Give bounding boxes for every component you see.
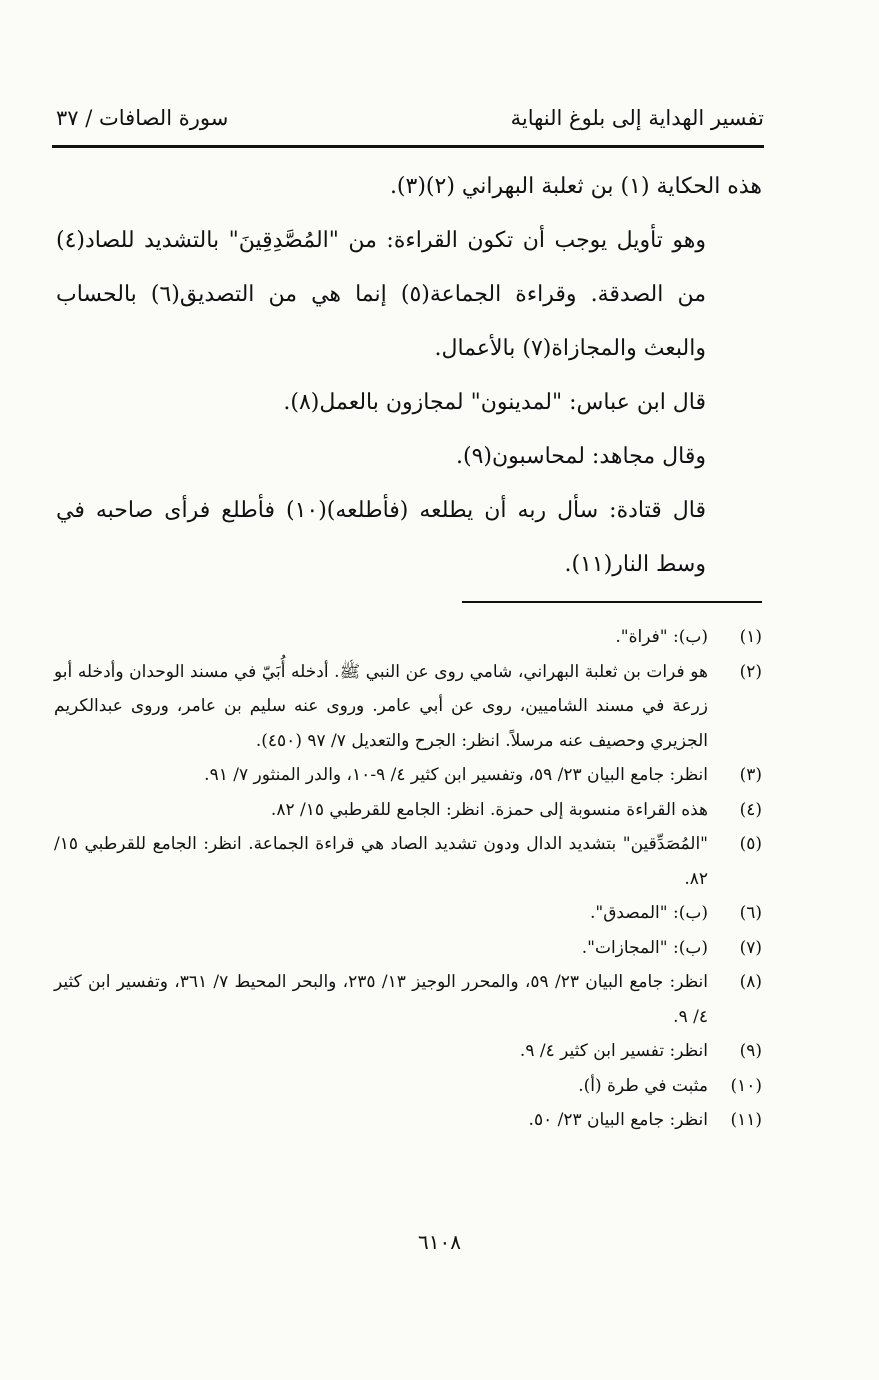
footnote (54, 965, 762, 1034)
footnote-number: (٤) (739, 799, 762, 820)
surah-label: سورة الصافات / ٣٧ (56, 106, 229, 130)
footnote (54, 620, 762, 655)
footnote-text: انظر: تفسير ابن كثير ٤/ ٩. (519, 1041, 708, 1061)
footnote-number: (٥) (739, 834, 762, 854)
footnote-text: (ب): "فراة". (615, 627, 708, 647)
running-header (56, 100, 764, 144)
footnote (54, 1103, 762, 1138)
footnote-number: (١) (739, 627, 762, 647)
footnote-text: انظر: جامع البيان ٢٣/ ٥٩، والمحرر الوجيز ١٣/ ٢٣٥، والبحر المحيط ٧/ ٣٦١، وتفسير ابن كثير ٤/ ٩. (54, 972, 709, 1027)
footnote-number: (٨) (739, 972, 762, 992)
footnote-number: (٩) (739, 1041, 762, 1061)
footnote (54, 827, 762, 896)
footnote (54, 793, 762, 828)
footnote (54, 655, 762, 759)
main-text (56, 160, 762, 592)
page-number: ٦١٠٨ (418, 1230, 461, 1254)
footnotes (54, 620, 762, 1138)
footnote-text: (ب): "المجازات". (581, 937, 708, 958)
footnote-text: هذه القراءة منسوبة إلى حمزة. انظر: الجامع للقرطبي ١٥/ ٨٢. (270, 799, 708, 820)
footnote (54, 758, 762, 793)
footnote-text: انظر: جامع البيان ٢٣/ ٥٩، وتفسير ابن كثير ٤/ ٩-١٠، والدر المنثور ٧/ ٩١. (204, 765, 708, 785)
paragraph: قال قتادة: سأل ربه أن يطلعه (فأطلعه)(١٠) فأطلع فرأى صاحبه في وسط النار(١١). (56, 498, 706, 577)
footnote (54, 931, 762, 966)
footnote (54, 1034, 762, 1069)
footnote-number: (١٠) (730, 1075, 762, 1096)
paragraph: قال ابن عباس: "لمدينون" لمجازون بالعمل(٨). (283, 390, 706, 415)
footnote-number: (٦) (739, 903, 762, 923)
paragraph: وهو تأويل يوجب أن تكون القراءة: من "المُصَّدِقِينَ" بالتشديد للصاد(٤) من الصدقة. وقراءة الجماعة(٥) إنما هي من التصديق(٦) بالحساب والبعث والمجازاة(٧) بالأعمال. (56, 228, 706, 361)
footnote-text: مثبت في طرة (أ). (578, 1075, 708, 1096)
footnote-text: "المُصَدِّقين" بتشديد الدال ودون تشديد الصاد هي قراءة الجماعة. انظر: الجامع للقرطبي ١٥/ ٨٢. (54, 834, 708, 889)
footnote-number: (٧) (739, 937, 762, 958)
footnote-text: (ب): "المصدق". (589, 903, 708, 923)
footnote-number: (٣) (739, 765, 762, 785)
footnote (54, 1069, 762, 1104)
footnote-text: هو فرات بن ثعلبة البهراني، شامي روى عن النبي ﷺ. أدخله أُبَيّ في مسند الوحدان وأدخله أبو زرعة في مسند الشاميين، روى عن أبي عامر. وروى عنه سليم بن عامر، وروى عبدالكريم الجزيري وحصيف عنه مرسلاً. انظر: الجرح والتعديل ٧/ ٩٧ (٤٥٠). (54, 661, 708, 751)
footnote-number: (١١) (730, 1110, 762, 1130)
footnote-text: انظر: جامع البيان ٢٣/ ٥٠. (528, 1110, 708, 1130)
footnote-divider (462, 601, 762, 603)
header-divider (52, 145, 764, 148)
book-title: تفسير الهداية إلى بلوغ النهاية (510, 106, 764, 130)
paragraph: هذه الحكاية (١) بن ثعلبة البهراني (٢)(٣). (389, 174, 762, 199)
paragraph: وقال مجاهد: لمحاسبون(٩). (456, 444, 706, 469)
footnote (54, 896, 762, 931)
footnote-number: (٢) (739, 661, 762, 682)
